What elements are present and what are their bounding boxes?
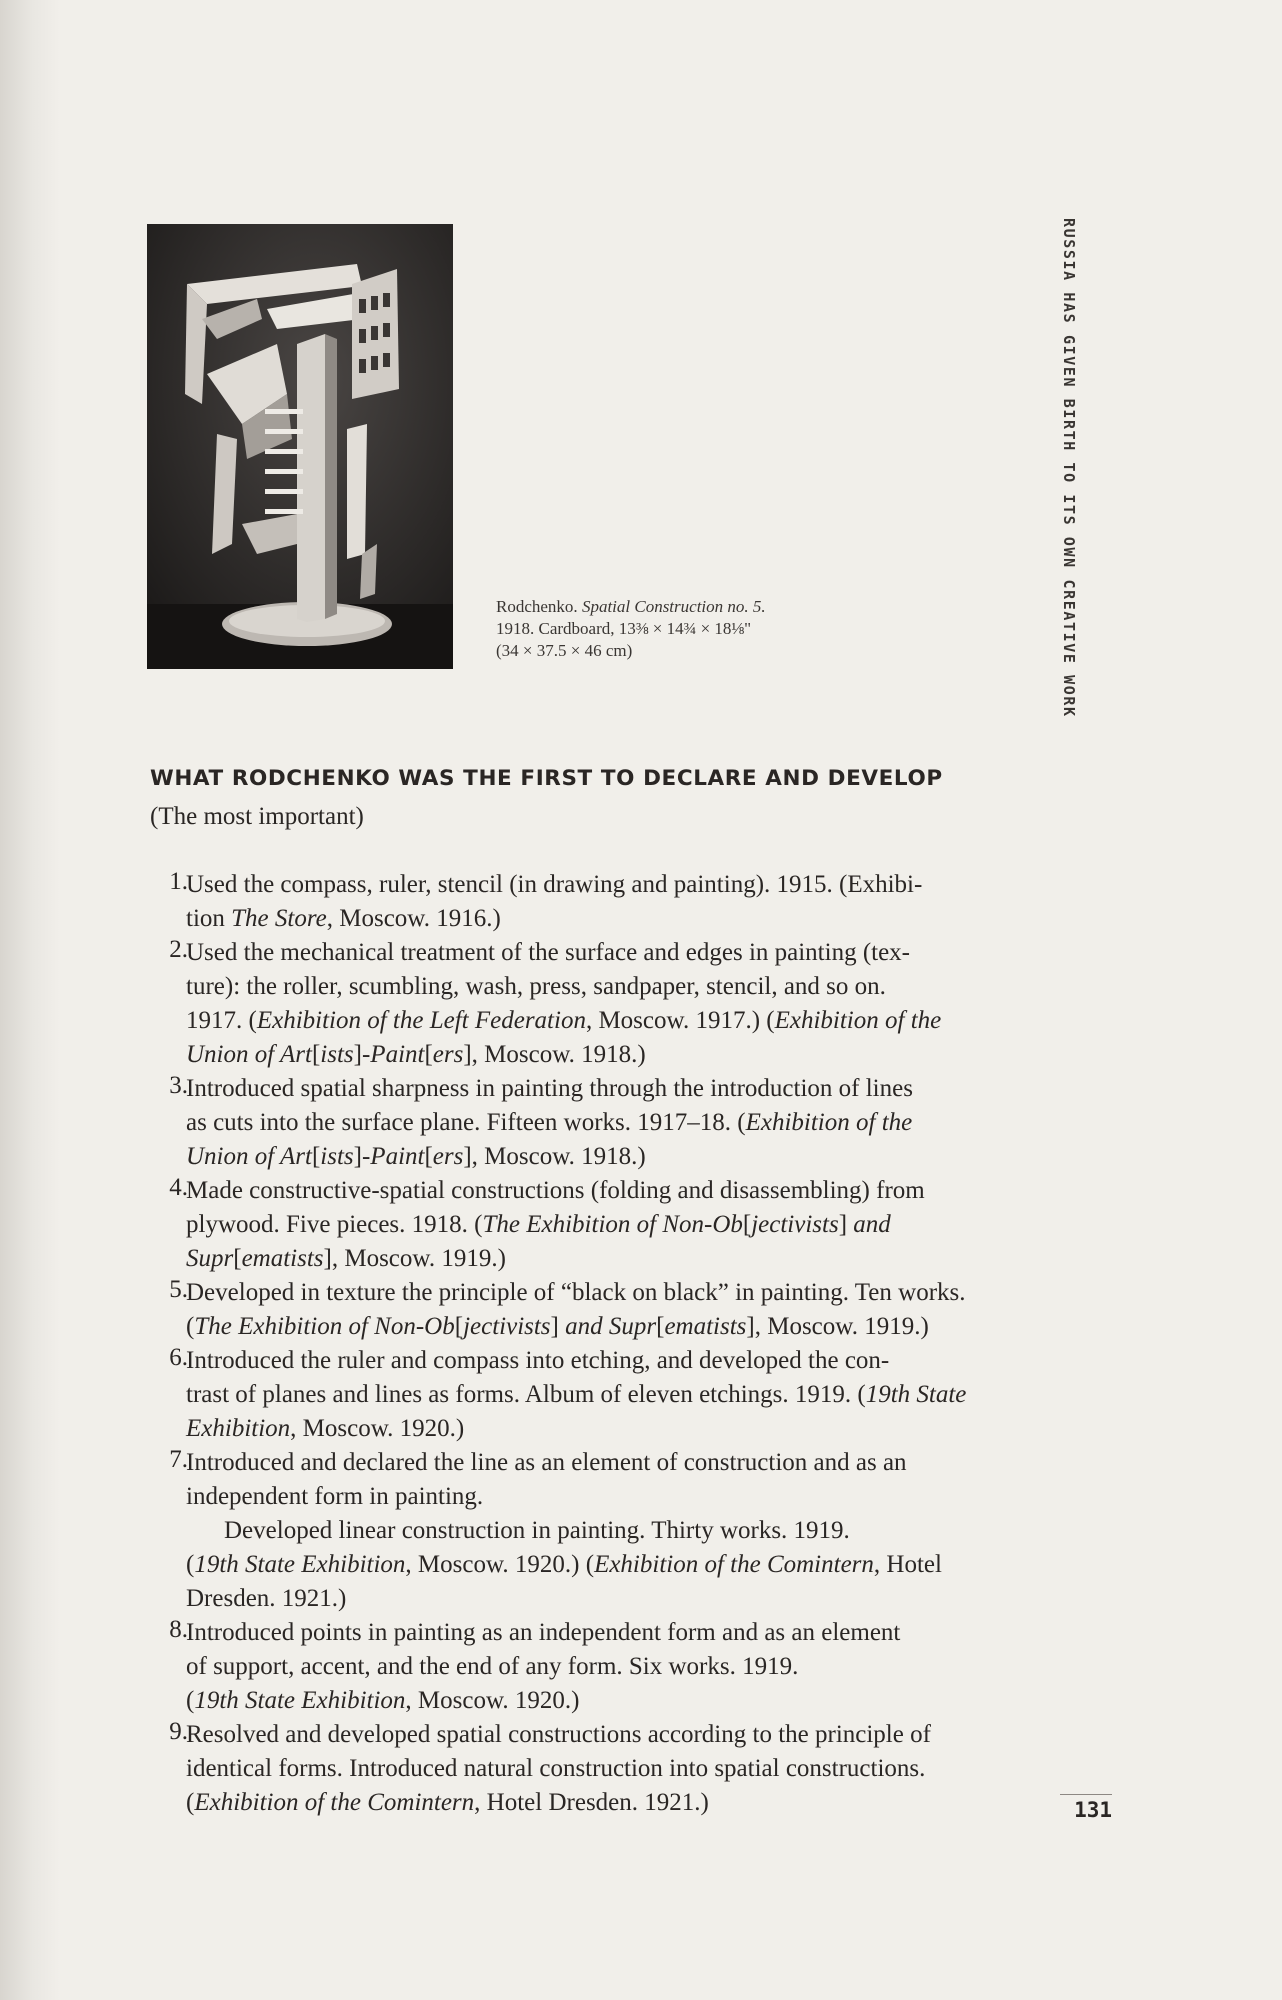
caption-line: 1918. Cardboard, 13⅜ × 14¾ × 18⅛" xyxy=(496,619,752,638)
list-item-line: 1917. (Exhibition of the Left Federation, Moscow. 1917.) (Exhibition of the xyxy=(186,1007,942,1034)
list-item-line: Used the mechanical treatment of the surface and edges in painting (tex- xyxy=(186,939,911,966)
sculpture-photograph xyxy=(147,224,453,669)
list-item-line: Dresden. 1921.) xyxy=(186,1585,347,1612)
list-item-line: (19th State Exhibition, Moscow. 1920.) (Exhibition of the Comintern, Hotel xyxy=(186,1551,942,1578)
list-item-number: 7. xyxy=(169,1446,188,1473)
list-item-line: Introduced the ruler and compass into etching, and developed the con- xyxy=(186,1347,890,1374)
figure-caption xyxy=(496,596,916,662)
list-item-line: independent form in painting. xyxy=(186,1483,484,1510)
page-number-rule xyxy=(1060,1794,1112,1795)
list-item-number: 5. xyxy=(169,1276,188,1303)
list-item-number: 3. xyxy=(169,1072,188,1099)
list-item-line: Introduced points in painting as an independent form and as an element xyxy=(186,1619,901,1646)
list-item-line: plywood. Five pieces. 1918. (The Exhibition of Non-Ob[jectivists] and xyxy=(186,1211,891,1238)
running-head-text: RUSSIA HAS GIVEN BIRTH TO ITS OWN CREATIVE WORK xyxy=(1060,218,1078,718)
list-item-number: 9. xyxy=(169,1718,188,1745)
list-item-line: as cuts into the surface plane. Fifteen works. 1917–18. (Exhibition of the xyxy=(186,1109,913,1136)
list-item-line: Supr[ematists], Moscow. 1919.) xyxy=(186,1245,506,1272)
spatial-construction-image xyxy=(147,224,453,669)
list-item-number: 4. xyxy=(169,1174,188,1201)
list-item xyxy=(150,868,1020,936)
running-head-vertical xyxy=(1058,218,1098,738)
list-item-number: 6. xyxy=(169,1344,188,1371)
list-item-line: identical forms. Introduced natural construction into spatial constructions. xyxy=(186,1755,926,1782)
list-item-line: Made constructive-spatial constructions (folding and disassembling) from xyxy=(186,1177,925,1204)
list-item-number: 2. xyxy=(169,936,188,963)
achievement-list xyxy=(150,868,1020,1820)
list-item xyxy=(150,1344,1020,1446)
list-item-line: (Exhibition of the Comintern, Hotel Dresden. 1921.) xyxy=(186,1789,709,1816)
list-item xyxy=(150,1446,1020,1616)
list-item-line: trast of planes and lines as forms. Album of eleven etchings. 1919. (19th State xyxy=(186,1381,967,1408)
section-heading: WHAT RODCHENKO WAS THE FIRST TO DECLARE AND DEVELOP xyxy=(150,766,943,791)
list-item-number: 8. xyxy=(169,1616,188,1643)
list-item-line: (The Exhibition of Non-Ob[jectivists] and Supr[ematists], Moscow. 1919.) xyxy=(186,1313,929,1340)
list-item-line: Developed linear construction in painting. Thirty works. 1919. xyxy=(224,1517,850,1544)
caption-line: Rodchenko. Spatial Construction no. 5. xyxy=(496,597,766,616)
list-item-line: Union of Art[ists]-Paint[ers], Moscow. 1918.) xyxy=(186,1143,646,1170)
list-item xyxy=(150,1174,1020,1276)
list-item-line: of support, accent, and the end of any form. Six works. 1919. xyxy=(186,1653,799,1680)
list-item xyxy=(150,936,1020,1072)
list-item xyxy=(150,1276,1020,1344)
list-item-number: 1. xyxy=(169,868,188,895)
list-item xyxy=(150,1718,1020,1820)
list-item-line: Introduced and declared the line as an element of construction and as an xyxy=(186,1449,907,1476)
list-item xyxy=(150,1616,1020,1718)
list-item-line: (19th State Exhibition, Moscow. 1920.) xyxy=(186,1687,580,1714)
caption-line: (34 × 37.5 × 46 cm) xyxy=(496,641,633,660)
list-item-line: ture): the roller, scumbling, wash, press, sandpaper, stencil, and so on. xyxy=(186,973,886,1000)
page-number: 131 xyxy=(1074,1798,1112,1822)
list-item-line: Union of Art[ists]-Paint[ers], Moscow. 1918.) xyxy=(186,1041,646,1068)
list-item-line: Exhibition, Moscow. 1920.) xyxy=(186,1415,465,1442)
list-item-line: Used the compass, ruler, stencil (in drawing and painting). 1915. (Exhibi- xyxy=(186,871,923,898)
list-item-line: Introduced spatial sharpness in painting through the introduction of lines xyxy=(186,1075,913,1102)
list-item-line: Resolved and developed spatial constructions according to the principle of xyxy=(186,1721,931,1748)
list-item xyxy=(150,1072,1020,1174)
section-subheading: (The most important) xyxy=(150,803,364,830)
list-item-line: tion The Store, Moscow. 1916.) xyxy=(186,905,501,932)
list-item-line: Developed in texture the principle of “black on black” in painting. Ten works. xyxy=(186,1279,966,1306)
page-gutter-shadow xyxy=(0,0,60,2000)
